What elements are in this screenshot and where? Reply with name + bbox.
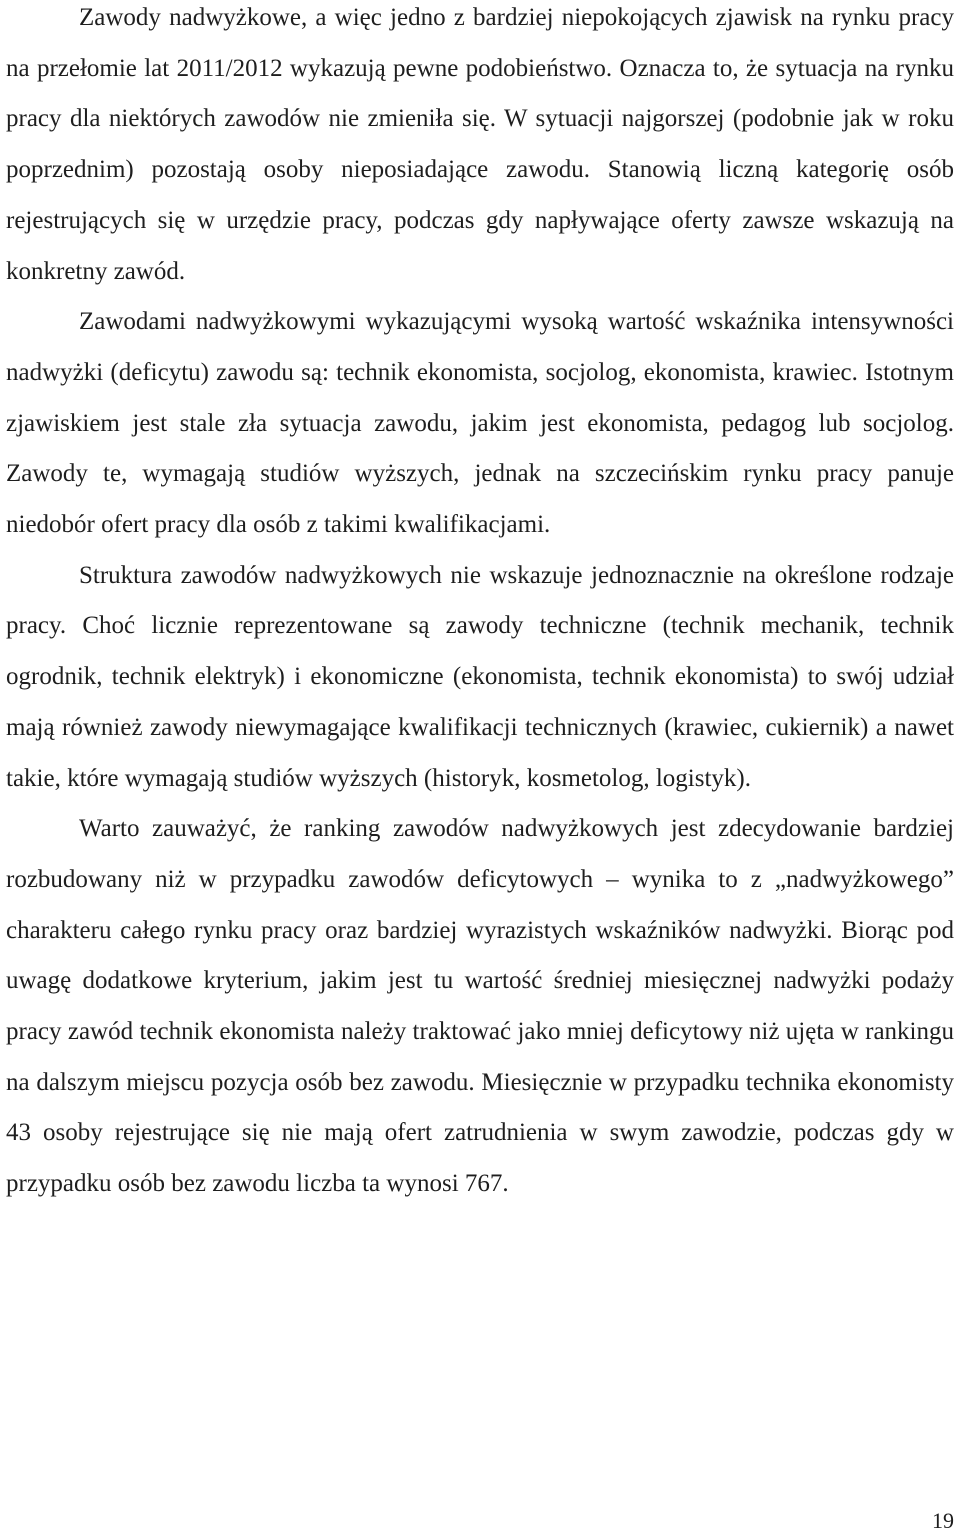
- paragraph-surplus-structure: Struktura zawodów nadwyżkowych nie wskazuje jednoznacznie na określone rodzaje pracy. Choć licznie reprezentowane są zawody techniczne (technik mechanik, technik ogrodnik, technik elektryk) i ekonomiczne (ekonomista, technik ekonomista) to swój udział mają również zawody niewymagające kwalifikacji technicznych (krawiec, cukiernik) a nawet takie, które wymagają studiów wyższych (historyk, kosmetolog, logistyk).: [6, 561, 954, 792]
- paragraph-ranking-note: Warto zauważyć, że ranking zawodów nadwyżkowych jest zdecydowanie bardziej rozbudowany niż w przypadku zawodów deficytowych – wynika to z „nadwyżkowego” charakteru całego rynku pracy oraz bardziej wyrazistych wskaźników nadwyżki. Biorąc pod uwagę dodatkowe kryterium, jakim jest tu wartość średniej miesięcznej nadwyżki podaży pracy zawód technik ekonomista należy traktować jako mniej deficytowy niż ujęta w rankingu na dalszym miejscu pozycja osób bez zawodu. Miesięcznie w przypadku technika ekonomisty 43 osoby rejestrujące się nie mają ofert zatrudnienia w swym zawodzie, podczas gdy w przypadku osób bez zawodu liczba ta wynosi 767.: [6, 815, 954, 1198]
- document-body: [6, 0, 954, 1210]
- paragraph-surplus-occupations-intro: Zawody nadwyżkowe, a więc jedno z bardziej niepokojących zjawisk na rynku pracy na przełomie lat 2011/2012 wykazują pewne podobieństwo. Oznacza to, że sytuacja na rynku pracy dla niektórych zawodów nie zmieniła się. W sytuacji najgorszej (podobnie jak w roku poprzednim) pozostają osoby nieposiadające zawodu. Stanowią liczną kategorię osób rejestrujących się w urzędzie pracy, podczas gdy napływające oferty zawsze wskazują na konkretny zawód.: [6, 4, 954, 285]
- paragraph-surplus-occupations-list: Zawodami nadwyżkowymi wykazującymi wysoką wartość wskaźnika intensywności nadwyżki (deficytu) zawodu są: technik ekonomista, socjolog, ekonomista, krawiec. Istotnym zjawiskiem jest stale zła sytuacja zawodu, jakim jest ekonomista, pedagog lub socjolog. Zawody te, wymagają studiów wyższych, jednak na szczecińskim rynku pracy panuje niedobór ofert pracy dla osób z takimi kwalifikacjami.: [6, 308, 954, 539]
- page-number: 19: [932, 1508, 954, 1533]
